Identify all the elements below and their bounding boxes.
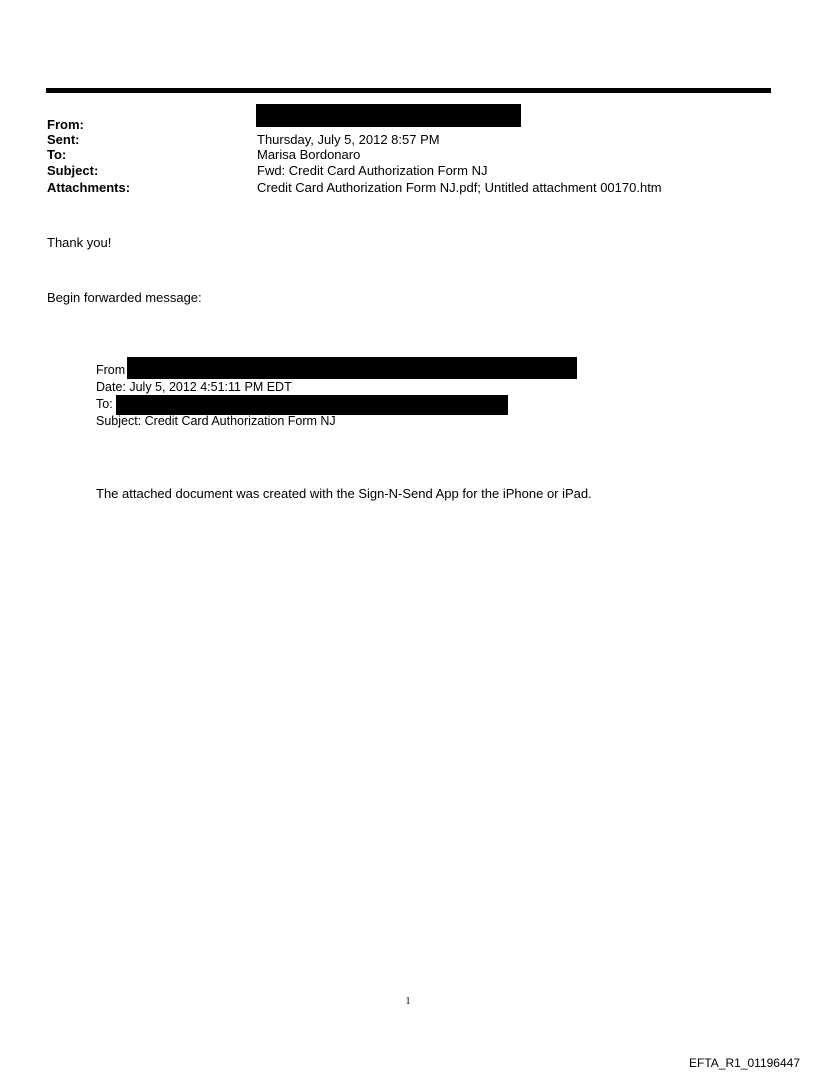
to-value: Marisa Bordonaro: [257, 147, 361, 162]
attachments-label: Attachments:: [47, 180, 131, 195]
attachments-value: Credit Card Authorization Form NJ.pdf; Untitled attachment 00170.htm: [257, 180, 662, 195]
page-number: 1: [405, 996, 411, 1007]
from-label: From:: [47, 117, 84, 132]
forwarded-message-text: The attached document was created with the Sign-N-Send App for the iPhone or iPad.: [96, 486, 592, 501]
header-attachments-row: [47, 179, 767, 196]
sent-label: Sent:: [47, 132, 80, 147]
header-to-row: [47, 146, 767, 163]
to-label: To:: [47, 147, 67, 162]
header-subject-row: [47, 162, 767, 179]
document-id: EFTA_R1_01196447: [689, 1056, 800, 1070]
forwarded-from-redaction: [127, 357, 577, 379]
from-redaction: [256, 104, 521, 127]
header-divider: [46, 88, 771, 93]
forward-intro-text: Begin forwarded message:: [47, 290, 202, 305]
subject-label: Subject:: [47, 163, 99, 178]
forwarded-to-redaction: [116, 395, 508, 415]
forwarded-date-line: Date: July 5, 2012 4:51:11 PM EDT: [96, 380, 292, 394]
greeting-text: Thank you!: [47, 235, 112, 250]
forwarded-from-label: From: [96, 363, 126, 377]
forwarded-subject-line: Subject: Credit Card Authorization Form NJ: [96, 414, 336, 428]
subject-value: Fwd: Credit Card Authorization Form NJ: [257, 163, 488, 178]
sent-value: Thursday, July 5, 2012 8:57 PM: [257, 132, 440, 147]
forwarded-to-label: To:: [96, 397, 113, 411]
